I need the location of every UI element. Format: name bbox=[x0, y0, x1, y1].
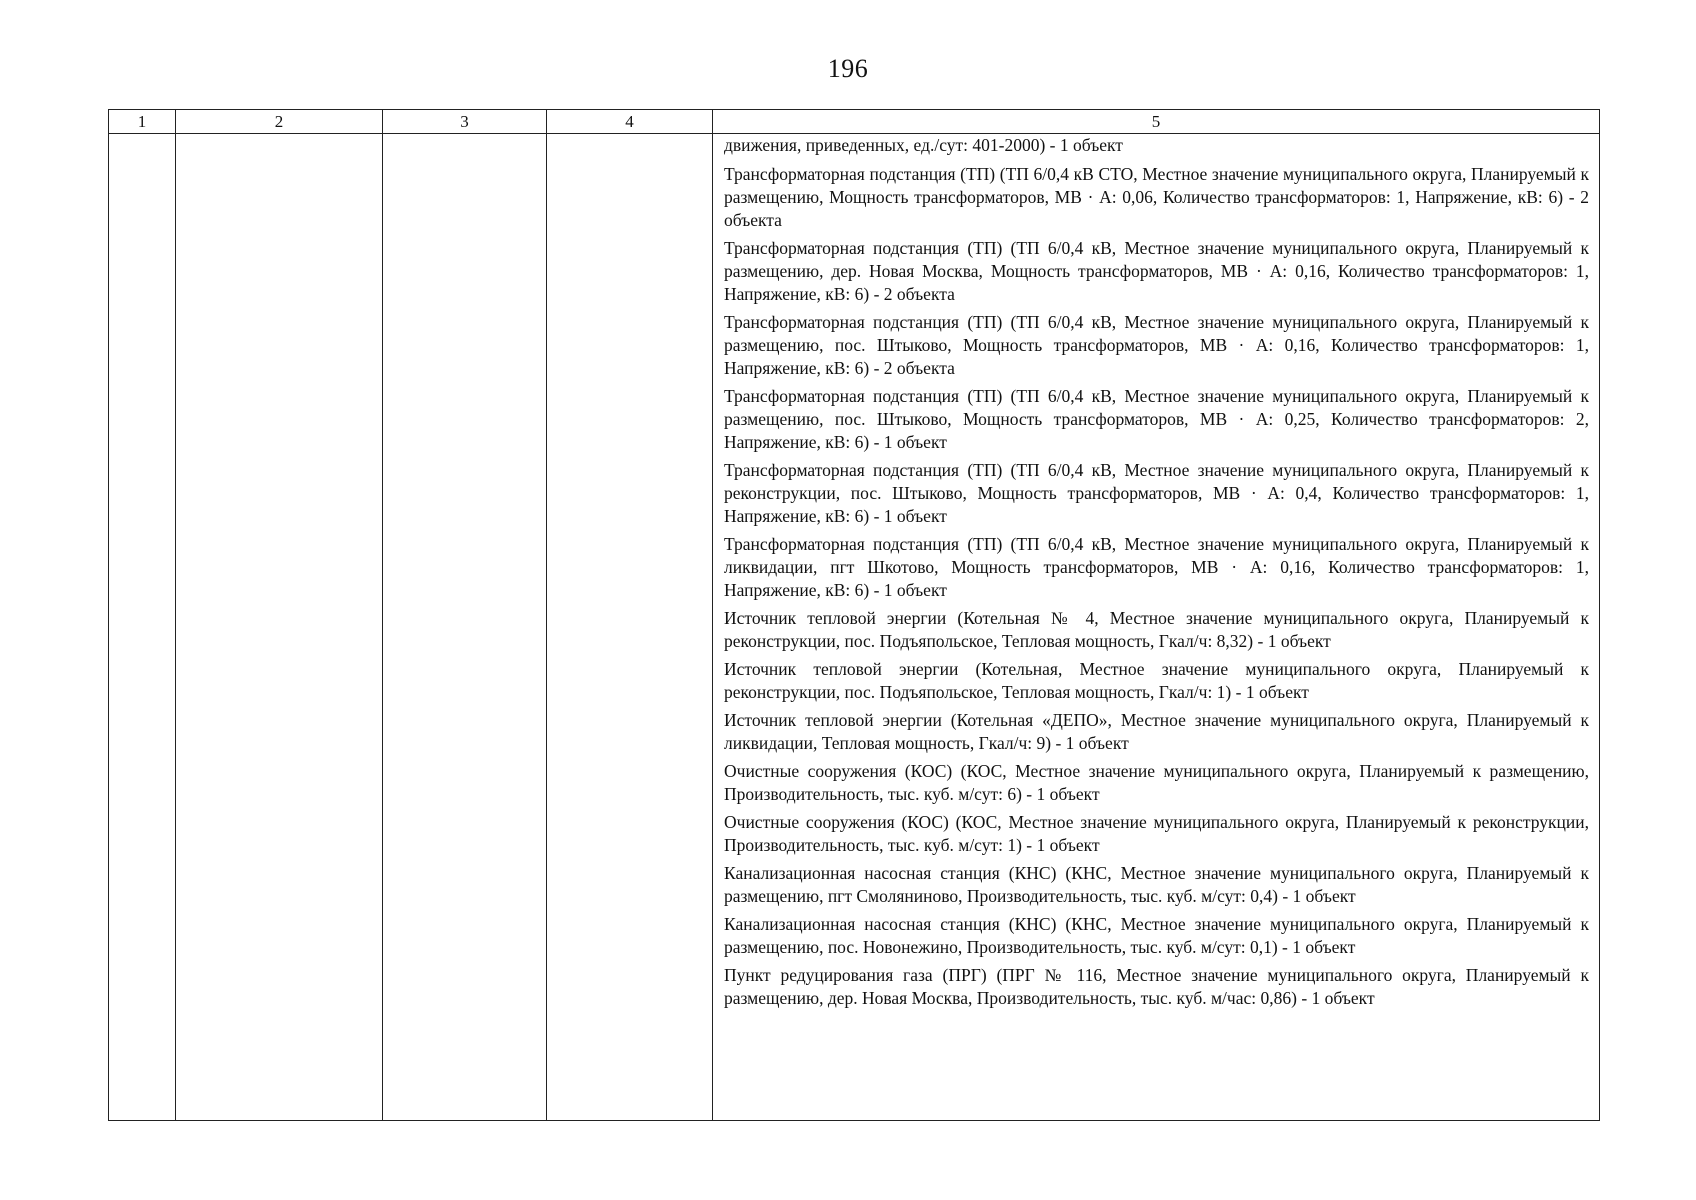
list-item: Пункт редуцирования газа (ПРГ) (ПРГ № 116, Местное значение муниципального округа, Планируемый к размещению, дер. Новая Москва, Производительность, тыс. куб. м/час: 0,86) - 1 объект bbox=[724, 965, 1589, 1008]
column-header-2: 2 bbox=[176, 110, 383, 134]
list-item: Трансформаторная подстанция (ТП) (ТП 6/0,4 кВ, Местное значение муниципального округа, Планируемый к размещению, дер. Новая Москва, Мощность трансформаторов, МВ · А: 0,16, Количество трансформаторов: 1, Напряжение, кВ: 6) - 2 объекта bbox=[724, 238, 1589, 304]
list-item: движения, приведенных, ед./сут: 401-2000) - 1 объект bbox=[724, 135, 1123, 155]
list-item: Источник тепловой энергии (Котельная, Местное значение муниципального округа, Планируемый к реконструкции, пос. Подъяпольское, Тепловая мощность, Гкал/ч: 1) - 1 объект bbox=[724, 659, 1589, 702]
list-item: Трансформаторная подстанция (ТП) (ТП 6/0,4 кВ, Местное значение муниципального округа, Планируемый к размещению, пос. Штыково, Мощность трансформаторов, МВ · А: 0,16, Количество трансформаторов: 1, Напряжение, кВ: 6) - 2 объекта bbox=[724, 312, 1589, 378]
list-item: Канализационная насосная станция (КНС) (КНС, Местное значение муниципального округа, Планируемый к размещению, пгт Смоляниново, Производительность, тыс. куб. м/сут: 0,4) - 1 объект bbox=[724, 863, 1589, 906]
list-item: Очистные сооружения (КОС) (КОС, Местное значение муниципального округа, Планируемый к реконструкции, Производительность, тыс. куб. м/сут: 1) - 1 объект bbox=[724, 812, 1589, 855]
list-item: Источник тепловой энергии (Котельная «ДЕПО», Местное значение муниципального округа, Планируемый к ликвидации, Тепловая мощность, Гкал/ч: 9) - 1 объект bbox=[724, 710, 1589, 753]
column-header-1: 1 bbox=[109, 110, 176, 134]
list-item: Трансформаторная подстанция (ТП) (ТП 6/0,4 кВ, Местное значение муниципального округа, Планируемый к реконструкции, пос. Штыково, Мощность трансформаторов, МВ · А: 0,4, Количество трансформаторов: 1, Напряжение, кВ: 6) - 1 объект bbox=[724, 460, 1589, 526]
data-table bbox=[108, 109, 1600, 1121]
list-item: Трансформаторная подстанция (ТП) (ТП 6/0,4 кВ СТО, Местное значение муниципального округа, Планируемый к размещению, Мощность трансформаторов, МВ · А: 0,06, Количество трансформаторов: 1, Напряжение, кВ: 6) - 2 объекта bbox=[724, 164, 1589, 230]
list-item: Канализационная насосная станция (КНС) (КНС, Местное значение муниципального округа, Планируемый к размещению, пос. Новонежино, Производительность, тыс. куб. м/сут: 0,1) - 1 объект bbox=[724, 914, 1589, 957]
column-header-5: 5 bbox=[713, 110, 1600, 134]
list-item: Трансформаторная подстанция (ТП) (ТП 6/0,4 кВ, Местное значение муниципального округа, Планируемый к размещению, пос. Штыково, Мощность трансформаторов, МВ · А: 0,25, Количество трансформаторов: 2, Напряжение, кВ: 6) - 1 объект bbox=[724, 386, 1589, 452]
list-item: Очистные сооружения (КОС) (КОС, Местное значение муниципального округа, Планируемый к размещению, Производительность, тыс. куб. м/сут: 6) - 1 объект bbox=[724, 761, 1589, 804]
column-header-4: 4 bbox=[547, 110, 713, 134]
column-header-3: 3 bbox=[383, 110, 547, 134]
table-header-row bbox=[109, 110, 1600, 134]
page-number: 196 bbox=[827, 54, 869, 83]
table-cell-col2 bbox=[176, 134, 383, 1121]
list-item: Источник тепловой энергии (Котельная № 4, Местное значение муниципального округа, Планируемый к реконструкции, пос. Подъяпольское, Тепловая мощность, Гкал/ч: 8,32) - 1 объект bbox=[724, 608, 1589, 651]
list-item: Трансформаторная подстанция (ТП) (ТП 6/0,4 кВ, Местное значение муниципального округа, Планируемый к ликвидации, пгт Шкотово, Мощность трансформаторов, МВ · А: 0,16, Количество трансформаторов: 1, Напряжение, кВ: 6) - 1 объект bbox=[724, 534, 1589, 600]
table-cell-col3 bbox=[383, 134, 547, 1121]
table-cell-col5 bbox=[713, 134, 1600, 1121]
table-cell-col4 bbox=[547, 134, 713, 1121]
table-cell-col1 bbox=[109, 134, 176, 1121]
table-row bbox=[109, 134, 1600, 1121]
